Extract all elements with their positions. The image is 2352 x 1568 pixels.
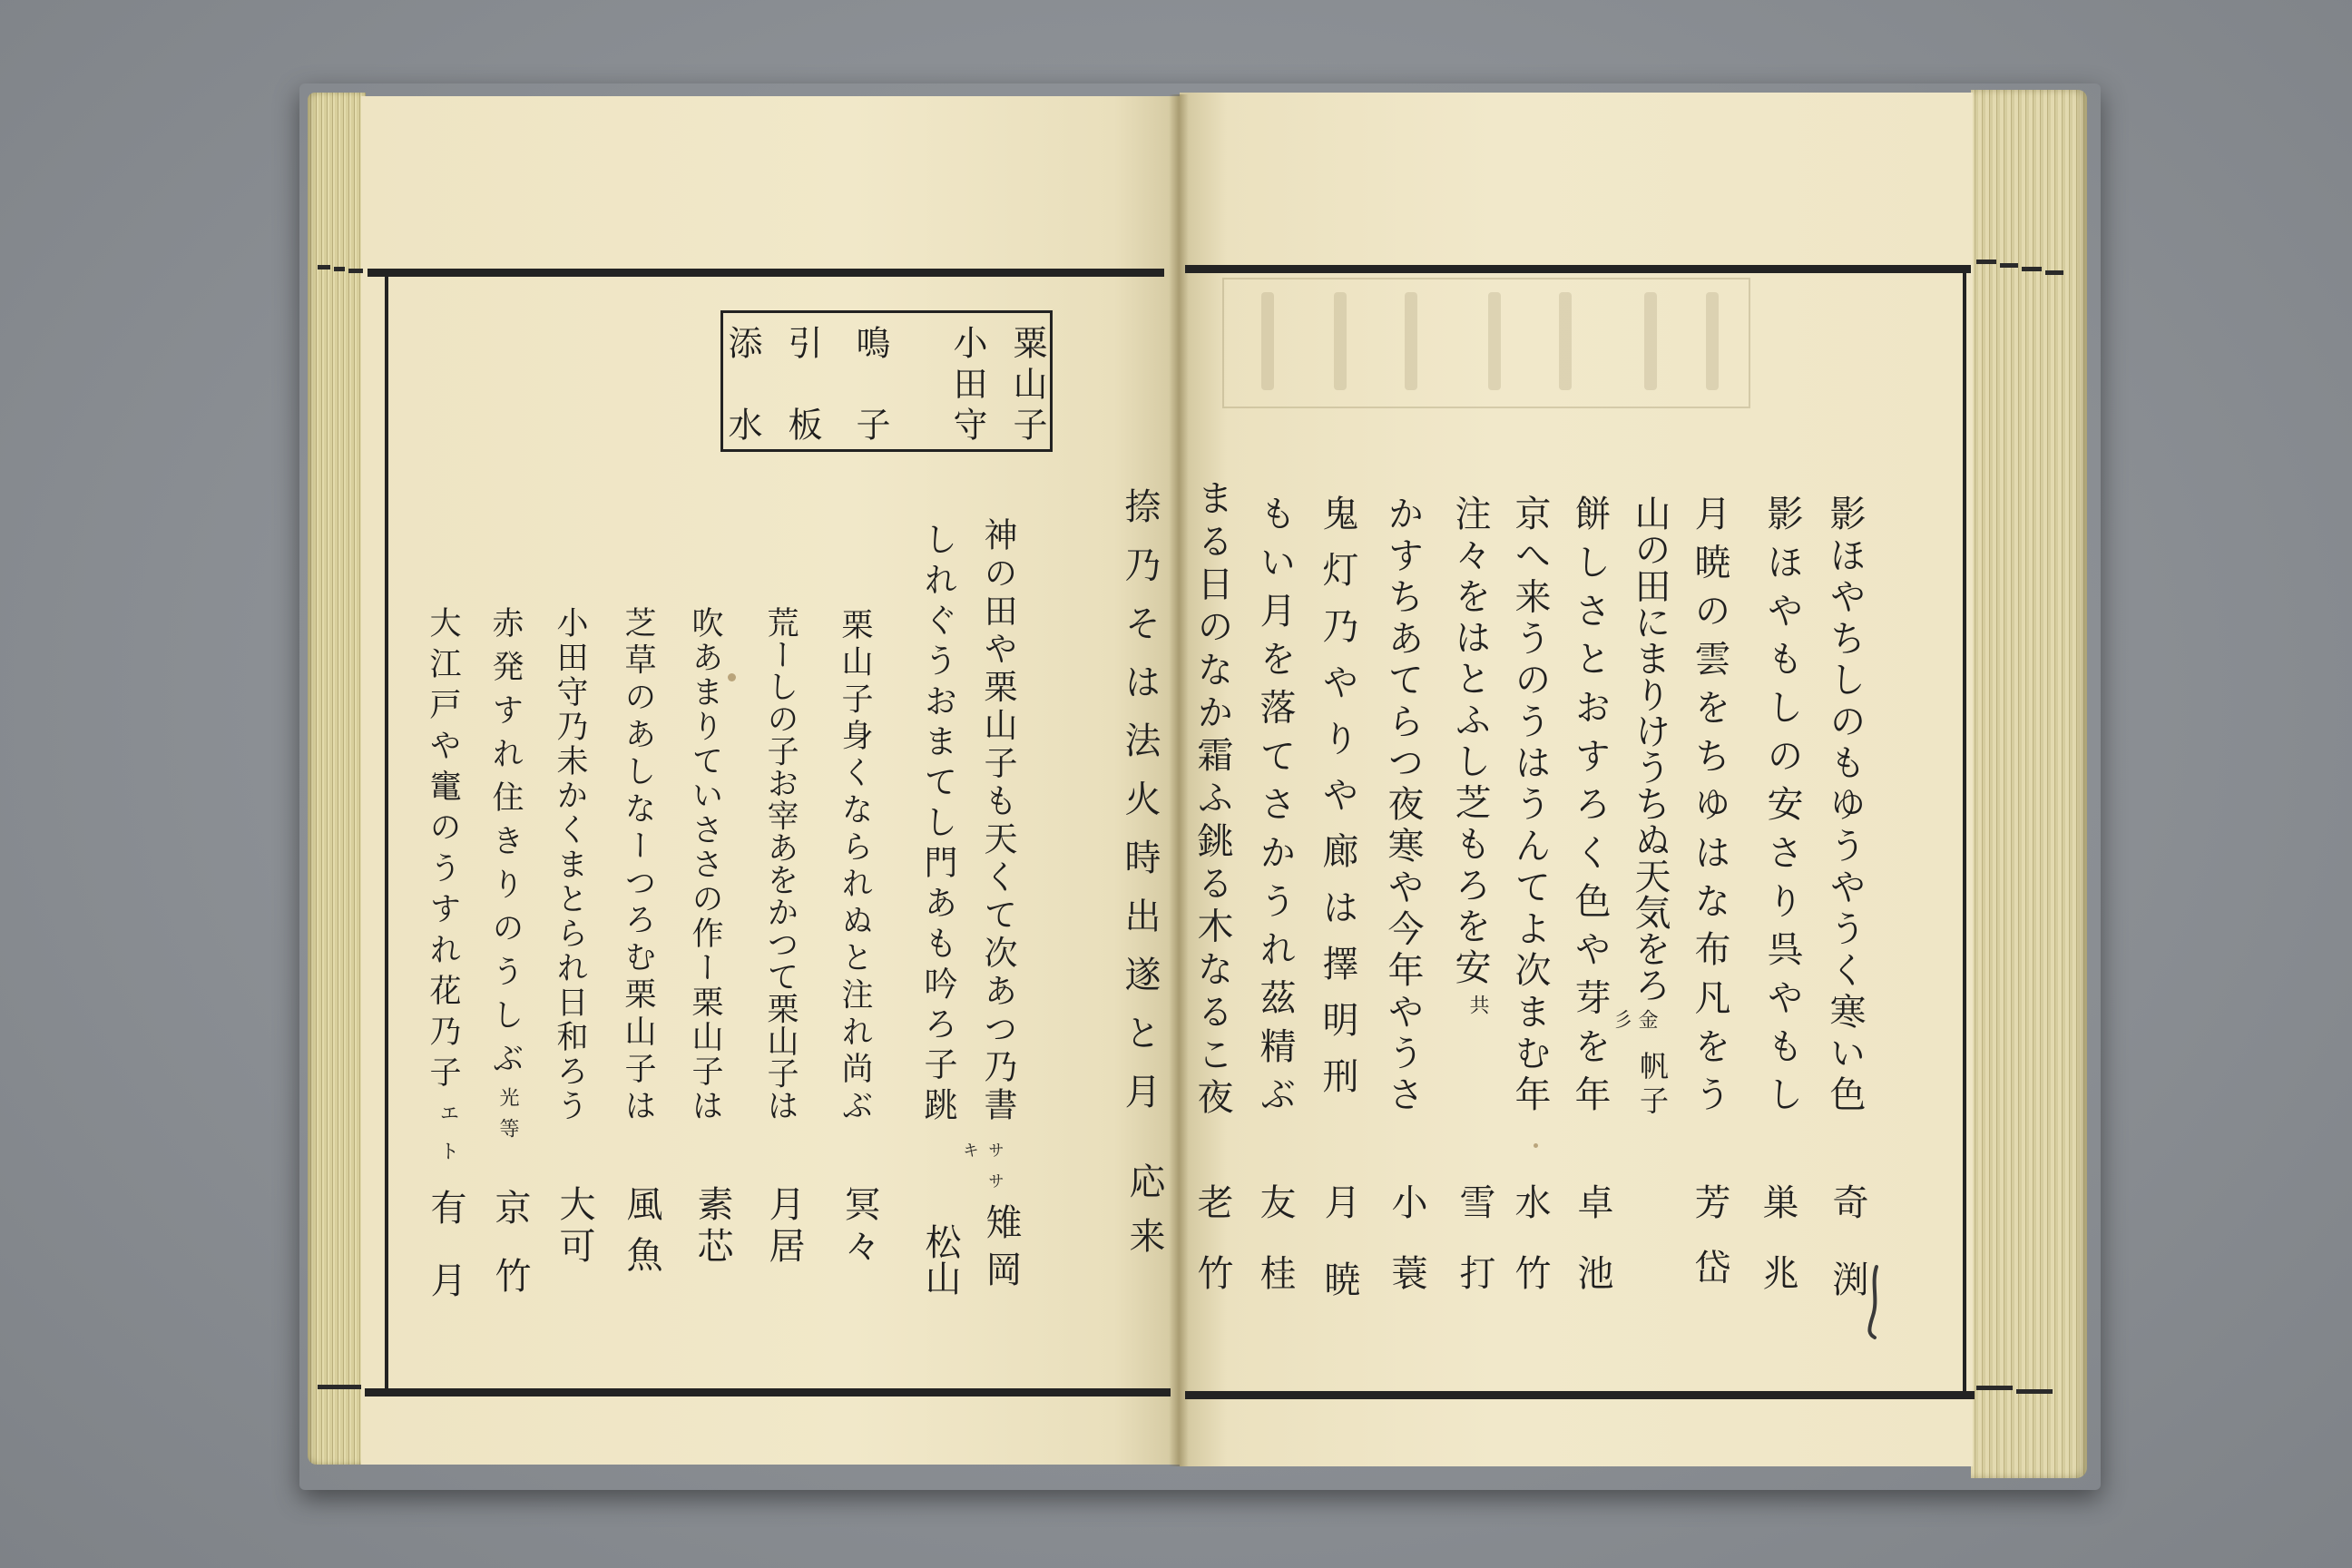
author-note: 共	[1466, 995, 1489, 1014]
bottom-rule-left	[365, 1388, 1171, 1396]
right-page-edges	[1971, 90, 2087, 1478]
author-name: 月居	[763, 1185, 805, 1263]
author-name: 冥々	[838, 1185, 880, 1263]
season-word: 粟山子	[1007, 325, 1047, 441]
verse-text: 小田守乃未かくまとられ日和ろう	[552, 606, 588, 1121]
verse-text: 神の田や栗山子も天くて次あつ乃書	[978, 517, 1017, 1121]
bottom-rule-right	[1185, 1391, 1975, 1399]
verse-text: 荒ーしの子お宰あをかつて栗山子は	[762, 606, 799, 1121]
left-page-edges	[308, 93, 366, 1465]
bleed-through-box	[1222, 278, 1750, 408]
season-word: 添水	[722, 325, 762, 441]
season-word: 引板	[782, 325, 822, 441]
bleed-through-mark	[1261, 292, 1274, 390]
bleed-through-mark	[1559, 292, 1572, 390]
author-name: 水竹	[1509, 1183, 1551, 1290]
paper-spot	[1534, 1143, 1538, 1148]
bleed-through-mark	[1488, 292, 1501, 390]
edge-rule-mark	[2016, 1389, 2053, 1394]
author-name: 巣兆	[1757, 1183, 1798, 1290]
author-name: 雉岡	[980, 1203, 1022, 1287]
verse-text: 影ほやちしのもゆうやうく寒い色	[1824, 495, 1866, 1112]
edge-rule-mark	[334, 267, 345, 271]
verse-text: もい月を落てさかうれ茲精ぶ	[1254, 495, 1296, 1112]
author-name: 友桂	[1254, 1183, 1296, 1290]
verse-text: 月暁の雲をちゆはな布凡をう	[1689, 495, 1730, 1112]
verse-text: 餅しさとおすろく色や芽を年	[1569, 495, 1611, 1112]
season-word: 鳴子	[850, 325, 890, 441]
verse-text: 栗山子身くなられぬと注れ尚ぶ	[837, 608, 873, 1121]
author-name: 卓池	[1572, 1183, 1613, 1290]
verse-text: 赤発すれ住きりのうしぶ	[487, 606, 524, 1073]
verse-text: 捺乃そは法火時出遂と月	[1119, 487, 1161, 1109]
edge-rule-mark	[2022, 267, 2042, 271]
author-name: 京竹	[489, 1189, 531, 1293]
top-rule-left	[368, 269, 1164, 277]
author-note: ササキ	[960, 1142, 1004, 1189]
author-name: 有月	[425, 1189, 466, 1298]
edge-rule-mark	[318, 1385, 361, 1389]
edge-rule-mark	[2045, 270, 2063, 275]
edge-rule-mark	[348, 269, 363, 273]
bleed-through-mark	[1334, 292, 1347, 390]
top-rule-right	[1185, 265, 1971, 273]
author-name: 芳岱	[1689, 1183, 1730, 1285]
verse-text: かすちあてらつ夜寒や今年やうさ	[1382, 495, 1424, 1112]
verse-text: 芝草のあしなーつろむ栗山子は	[620, 606, 656, 1121]
author-name: 小蓑	[1386, 1183, 1427, 1290]
author-name: 風魚	[621, 1185, 662, 1272]
author-note: 光等	[496, 1087, 519, 1138]
edge-rule-mark	[1976, 1386, 2013, 1390]
edge-rule-mark	[1976, 260, 1996, 264]
paper-spot	[728, 673, 736, 681]
verse-text: 山の田にまりけうちぬ天気をろ	[1629, 495, 1671, 1003]
author-name: 帆子	[1635, 1051, 1670, 1114]
verse-text: 吹あまりていささの作ー栗山子は	[687, 606, 723, 1121]
author-name: 雪打	[1454, 1183, 1495, 1290]
author-name: 大可	[554, 1185, 595, 1263]
right-border	[1963, 269, 1966, 1392]
verse-text: 京へ来うのうはうんてよ次まむ年	[1509, 495, 1551, 1112]
author-note: エト	[436, 1102, 459, 1161]
edge-rule-mark	[2000, 263, 2018, 268]
verse-text: しれぐうおまてし門あも吟ろ子跳	[918, 522, 957, 1121]
bleed-through-mark	[1706, 292, 1719, 390]
author-name: 応来	[1123, 1162, 1165, 1253]
author-name: 松山	[919, 1223, 961, 1296]
bleed-through-mark	[1644, 292, 1657, 390]
verse-text: 影ほやもしの安さり呉やもし	[1761, 495, 1803, 1112]
author-name: 月暁	[1318, 1183, 1360, 1297]
bleed-through-mark	[1405, 292, 1417, 390]
edge-rule-mark	[318, 265, 330, 270]
author-note: 金彡	[1610, 1009, 1658, 1029]
left-border	[385, 272, 388, 1390]
book-gutter	[1169, 94, 1189, 1466]
author-name: 奇渕	[1827, 1183, 1868, 1297]
verse-text: 鬼灯乃やりや廊は擇明刑	[1317, 495, 1358, 1093]
season-word: 小田守	[947, 325, 987, 441]
author-name: 老竹	[1191, 1183, 1233, 1290]
author-name: 素芯	[691, 1185, 733, 1263]
verse-text: まる日のなか霜ふ銚る木なるこ夜	[1191, 479, 1233, 1114]
verse-text: 注々をはとふし芝もろを安	[1449, 495, 1491, 985]
verse-text: 大江戸や竃のうすれ花乃子	[425, 606, 461, 1087]
